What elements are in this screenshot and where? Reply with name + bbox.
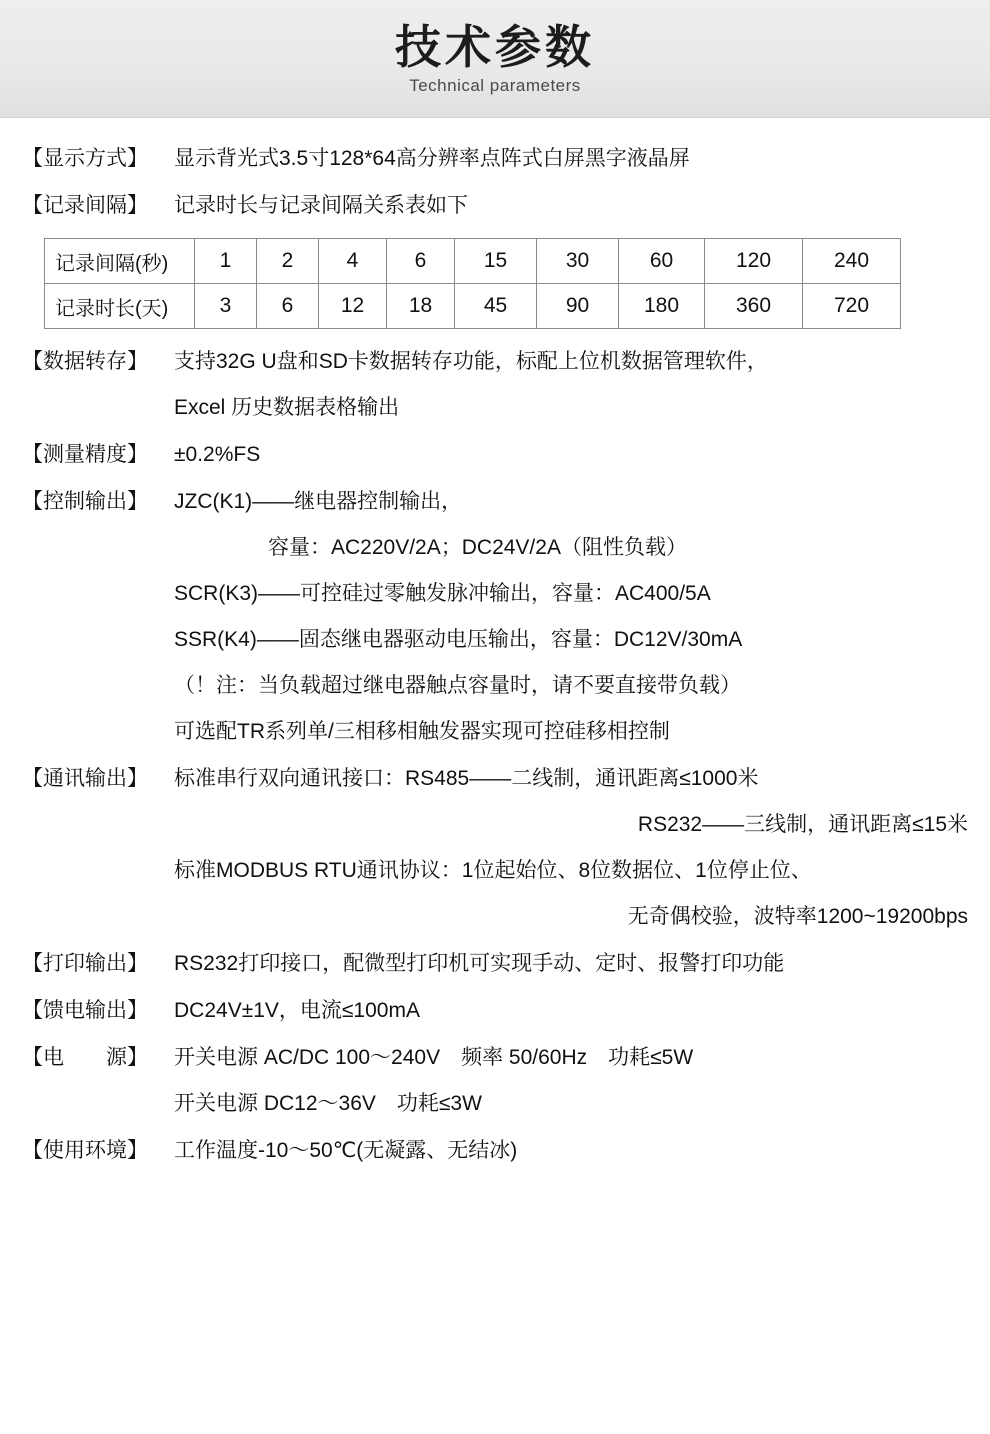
record-interval-cell: 60	[619, 239, 705, 284]
spec-value-print: RS232打印接口，配微型打印机可实现手动、定时、报警打印功能	[174, 952, 785, 975]
spec-value-environment: 工作温度-10～50℃(无凝露、无结冰)	[174, 1139, 518, 1162]
record-interval-cell: 240	[803, 239, 901, 284]
spec-text-line: JZC(K1)——继电器控制输出，	[174, 490, 463, 513]
spec-row-power	[22, 1043, 970, 1119]
spec-text-line: Excel 历史数据表格输出	[174, 396, 400, 419]
spec-row-environment	[22, 1136, 970, 1166]
spec-text-line: 容量：AC220V/2A；DC24V/2A（阻性负载）	[268, 536, 687, 559]
page-subtitle: Technical parameters	[409, 75, 581, 95]
spec-row-interval	[22, 191, 970, 221]
spec-label-feed: 【馈电输出】	[22, 999, 148, 1022]
spec-row-control	[22, 487, 970, 747]
spec-text-line: SCR(K3)——可控硅过零触发脉冲输出，容量：AC400/5A	[174, 582, 711, 605]
spec-text-line: 可选配TR系列单/三相移相触发器实现可控硅移相控制	[174, 720, 670, 743]
spec-label-power: 【电 源】	[22, 1046, 148, 1069]
spec-value-control	[174, 487, 970, 747]
record-duration-cell: 3	[195, 284, 257, 329]
spec-value-transfer	[174, 347, 970, 423]
table-row	[45, 284, 901, 329]
record-interval-cell: 2	[257, 239, 319, 284]
record-interval-header: 记录间隔(秒)	[45, 239, 195, 284]
spec-text-line: 无奇偶校验，波特率1200~19200bps	[627, 905, 968, 928]
spec-row-transfer	[22, 347, 970, 423]
record-duration-cell: 6	[257, 284, 319, 329]
page-header	[0, 0, 990, 118]
record-duration-cell: 90	[537, 284, 619, 329]
spec-label-comm: 【通讯输出】	[22, 767, 148, 790]
spec-text-line: （！注：当负载超过继电器触点容量时，请不要直接带负载）	[174, 674, 741, 697]
spec-value-accuracy: ±0.2%FS	[174, 443, 261, 466]
record-duration-cell: 720	[803, 284, 901, 329]
record-duration-cell: 180	[619, 284, 705, 329]
spec-row-accuracy	[22, 440, 970, 470]
spec-label-accuracy: 【测量精度】	[22, 443, 148, 466]
spec-row-print	[22, 949, 970, 979]
spec-value-power	[174, 1043, 970, 1119]
spec-label-control: 【控制输出】	[22, 490, 148, 513]
spec-label-display: 【显示方式】	[22, 147, 148, 170]
record-interval-cell: 6	[387, 239, 455, 284]
spec-text-line: 标准串行双向通讯接口：RS485——二线制，通讯距离≤1000米	[174, 767, 759, 790]
record-interval-cell: 15	[455, 239, 537, 284]
spec-text-line: 开关电源 DC12～36V 功耗≤3W	[174, 1092, 482, 1115]
spec-text-line: 开关电源 AC/DC 100～240V 频率 50/60Hz 功耗≤5W	[174, 1046, 694, 1069]
spec-label-environment: 【使用环境】	[22, 1139, 148, 1162]
record-interval-table	[44, 238, 901, 329]
spec-content	[0, 118, 990, 1166]
record-interval-cell: 30	[537, 239, 619, 284]
spec-text-line: 标准MODBUS RTU通讯协议：1位起始位、8位数据位、1位停止位、	[174, 859, 812, 882]
spec-text-line: RS232——三线制，通讯距离≤15米	[637, 813, 968, 836]
record-interval-cell: 4	[319, 239, 387, 284]
record-duration-cell: 18	[387, 284, 455, 329]
spec-row-comm	[22, 764, 970, 932]
spec-label-interval: 【记录间隔】	[22, 194, 148, 217]
record-interval-cell: 120	[705, 239, 803, 284]
record-duration-cell: 12	[319, 284, 387, 329]
page-title: 技术参数	[395, 21, 595, 74]
spec-label-transfer: 【数据转存】	[22, 350, 148, 373]
spec-text-line: 支持32G U盘和SD卡数据转存功能，标配上位机数据管理软件，	[174, 350, 768, 373]
spec-value-interval: 记录时长与记录间隔关系表如下	[174, 194, 468, 217]
spec-text-line: SSR(K4)——固态继电器驱动电压输出，容量：DC12V/30mA	[174, 628, 743, 651]
spec-value-display: 显示背光式3.5寸128*64高分辨率点阵式白屏黑字液晶屏	[174, 147, 690, 170]
spec-label-print: 【打印输出】	[22, 952, 148, 975]
spec-row-display	[22, 144, 970, 174]
record-duration-cell: 45	[455, 284, 537, 329]
spec-value-comm	[174, 764, 970, 932]
record-duration-header: 记录时长(天)	[45, 284, 195, 329]
table-row	[45, 239, 901, 284]
spec-row-feed	[22, 996, 970, 1026]
record-duration-cell: 360	[705, 284, 803, 329]
record-interval-cell: 1	[195, 239, 257, 284]
spec-value-feed: DC24V±1V，电流≤100mA	[174, 999, 420, 1022]
record-table-wrapper	[44, 238, 970, 329]
